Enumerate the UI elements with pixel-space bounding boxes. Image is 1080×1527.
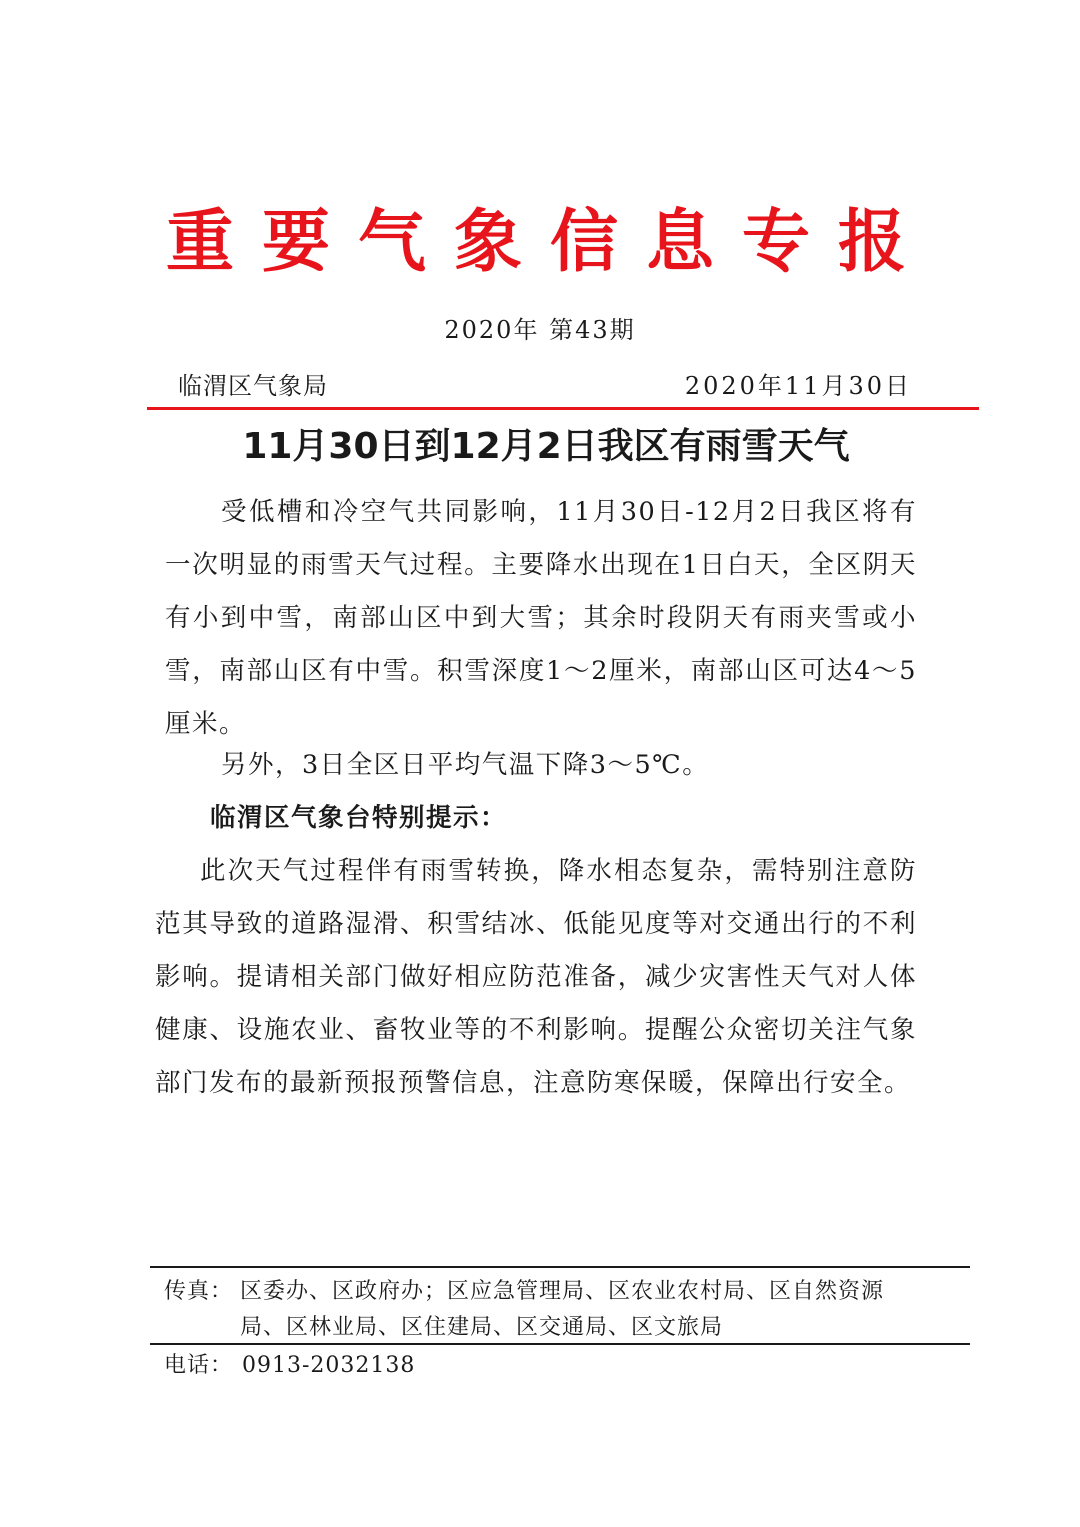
footer-divider-mid: [150, 1343, 970, 1345]
red-divider: [147, 407, 979, 410]
paragraph-forecast: 受低槽和冷空气共同影响，11月30日-12月2日我区将有一次明显的雨雪天气过程。主要降水出现在1日白天，全区阴天有小到中雪，南部山区中到大雪；其余时段阴天有雨夹雪或小雪，南部山区有中雪。积雪深度1～2厘米，南部山区可达4～5厘米。: [165, 497, 917, 739]
issue-number: 2020年 第43期: [444, 316, 636, 344]
notice-heading: 临渭区气象台特别提示：: [210, 803, 508, 833]
fax-recipients: 区委办、区政府办；区应急管理局、区农业农村局、区自然资源局、区林业局、区住建局、区交通局、区文旅局: [240, 1279, 885, 1340]
masthead-title: 重要气象信息专报: [165, 202, 934, 282]
phone-number: 0913-2032138: [242, 1353, 416, 1378]
notice-text: 此次天气过程伴有雨雪转换，降水相态复杂，需特别注意防范其导致的道路湿滑、积雪结冰、低能见度等对交通出行的不利影响。提请相关部门做好相应防范准备，减少灾害性天气对人体健康、设施农业、畜牧业等的不利影响。提醒公众密切关注气象部门发布的最新预报预警信息，注意防寒保暖，保障出行安全。: [155, 856, 917, 1098]
fax-label: 传真：: [164, 1279, 234, 1304]
issue-date: 2020年11月30日: [684, 372, 912, 400]
article-headline: 11月30日到12月2日我区有雨雪天气: [242, 426, 850, 467]
issuing-organization: 临渭区气象局: [178, 372, 328, 400]
footer-divider-top: [150, 1266, 970, 1268]
paragraph-temperature: 另外，3日全区日平均气温下降3～5℃。: [221, 750, 710, 780]
phone-label: 电话：: [164, 1353, 234, 1378]
